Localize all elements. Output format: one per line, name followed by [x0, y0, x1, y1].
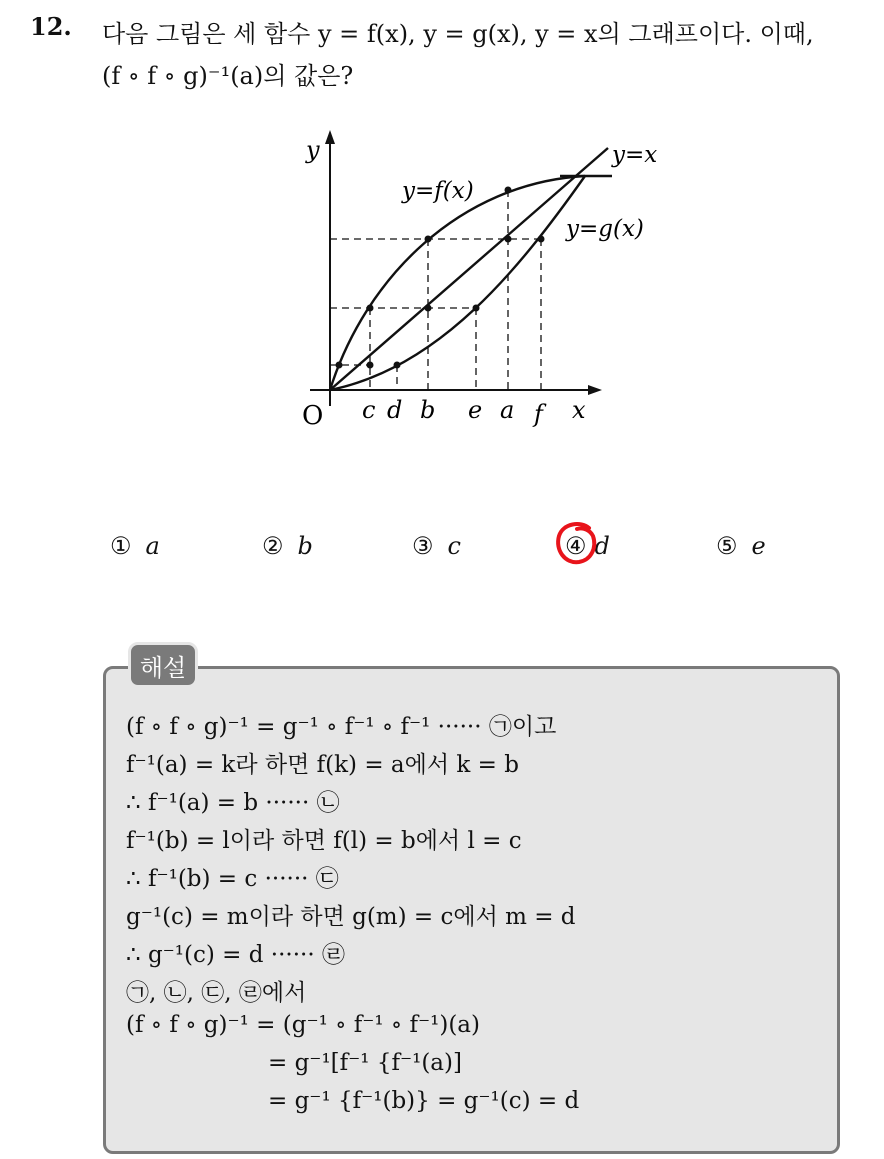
solution-line-9: (f ∘ f ∘ g)⁻¹ = (g⁻¹ ∘ f⁻¹ ∘ f⁻¹)(a): [126, 1012, 480, 1038]
tick-a: a: [500, 396, 515, 424]
choice-3-value: c: [447, 532, 461, 560]
f-curve-label: y=f(x): [402, 178, 474, 204]
choice-4-value: d: [594, 532, 610, 560]
solution-line-7: ∴ g⁻¹(c) = d ······ ㉣: [126, 942, 345, 968]
tick-c: c: [362, 396, 376, 424]
dashed-guides: [330, 190, 541, 390]
choice-5-number: ⑤: [716, 532, 738, 560]
choice-4-number: ④: [565, 532, 587, 560]
y-axis-label: y: [306, 136, 320, 164]
solution-line-5: ∴ f⁻¹(b) = c ······ ㉢: [126, 866, 339, 892]
origin-label: O: [302, 401, 324, 431]
question-number: 12.: [30, 12, 72, 41]
choice-1-number: ①: [110, 532, 132, 560]
choice-1[interactable]: [110, 532, 160, 560]
function-graph: [290, 128, 680, 438]
x-axis-arrow: [588, 385, 602, 395]
choice-2-number: ②: [262, 532, 284, 560]
identity-label: y=x: [612, 142, 658, 168]
g-curve-label: y=g(x): [566, 216, 644, 242]
tick-f: f: [534, 400, 543, 428]
choice-5[interactable]: [716, 532, 766, 560]
choice-5-value: e: [751, 532, 766, 560]
tick-b: b: [420, 396, 436, 424]
solution-line-11: = g⁻¹ {f⁻¹(b)} = g⁻¹(c) = d: [268, 1088, 580, 1114]
solution-line-4: f⁻¹(b) = l이라 하면 f(l) = b에서 l = c: [126, 828, 522, 854]
choice-1-value: a: [145, 532, 160, 560]
solution-tag: 해설: [128, 642, 198, 688]
x-axis-label: x: [572, 396, 586, 424]
answer-circle-mark: [553, 520, 599, 568]
choice-2[interactable]: [262, 532, 313, 560]
x-tick-labels: [362, 396, 547, 428]
question-header: [30, 12, 72, 41]
solution-line-3: ∴ f⁻¹(a) = b ······ ㉡: [126, 790, 340, 816]
solution-line-8: ㉠, ㉡, ㉢, ㉣에서: [126, 980, 307, 1006]
question-line-1: 다음 그림은 세 함수 y = f(x), y = g(x), y = x의 그래프이다. 이때,: [102, 20, 814, 48]
solution-line-10: = g⁻¹[f⁻¹ {f⁻¹(a)]: [268, 1050, 462, 1076]
solution-line-6: g⁻¹(c) = m이라 하면 g(m) = c에서 m = d: [126, 904, 576, 930]
tick-d: d: [387, 396, 403, 424]
choice-3-number: ③: [412, 532, 434, 560]
question-line-2: (f ∘ f ∘ g)⁻¹(a)의 값은?: [102, 62, 354, 90]
solution-line-1: (f ∘ f ∘ g)⁻¹ = g⁻¹ ∘ f⁻¹ ∘ f⁻¹ ······ ㉠이고: [126, 714, 557, 740]
graph-points: [336, 187, 545, 369]
solution-line-2: f⁻¹(a) = k라 하면 f(k) = a에서 k = b: [126, 752, 519, 778]
y-axis-arrow: [325, 130, 335, 144]
tick-e: e: [468, 396, 483, 424]
choice-3[interactable]: [412, 532, 461, 560]
choice-2-value: b: [297, 532, 313, 560]
